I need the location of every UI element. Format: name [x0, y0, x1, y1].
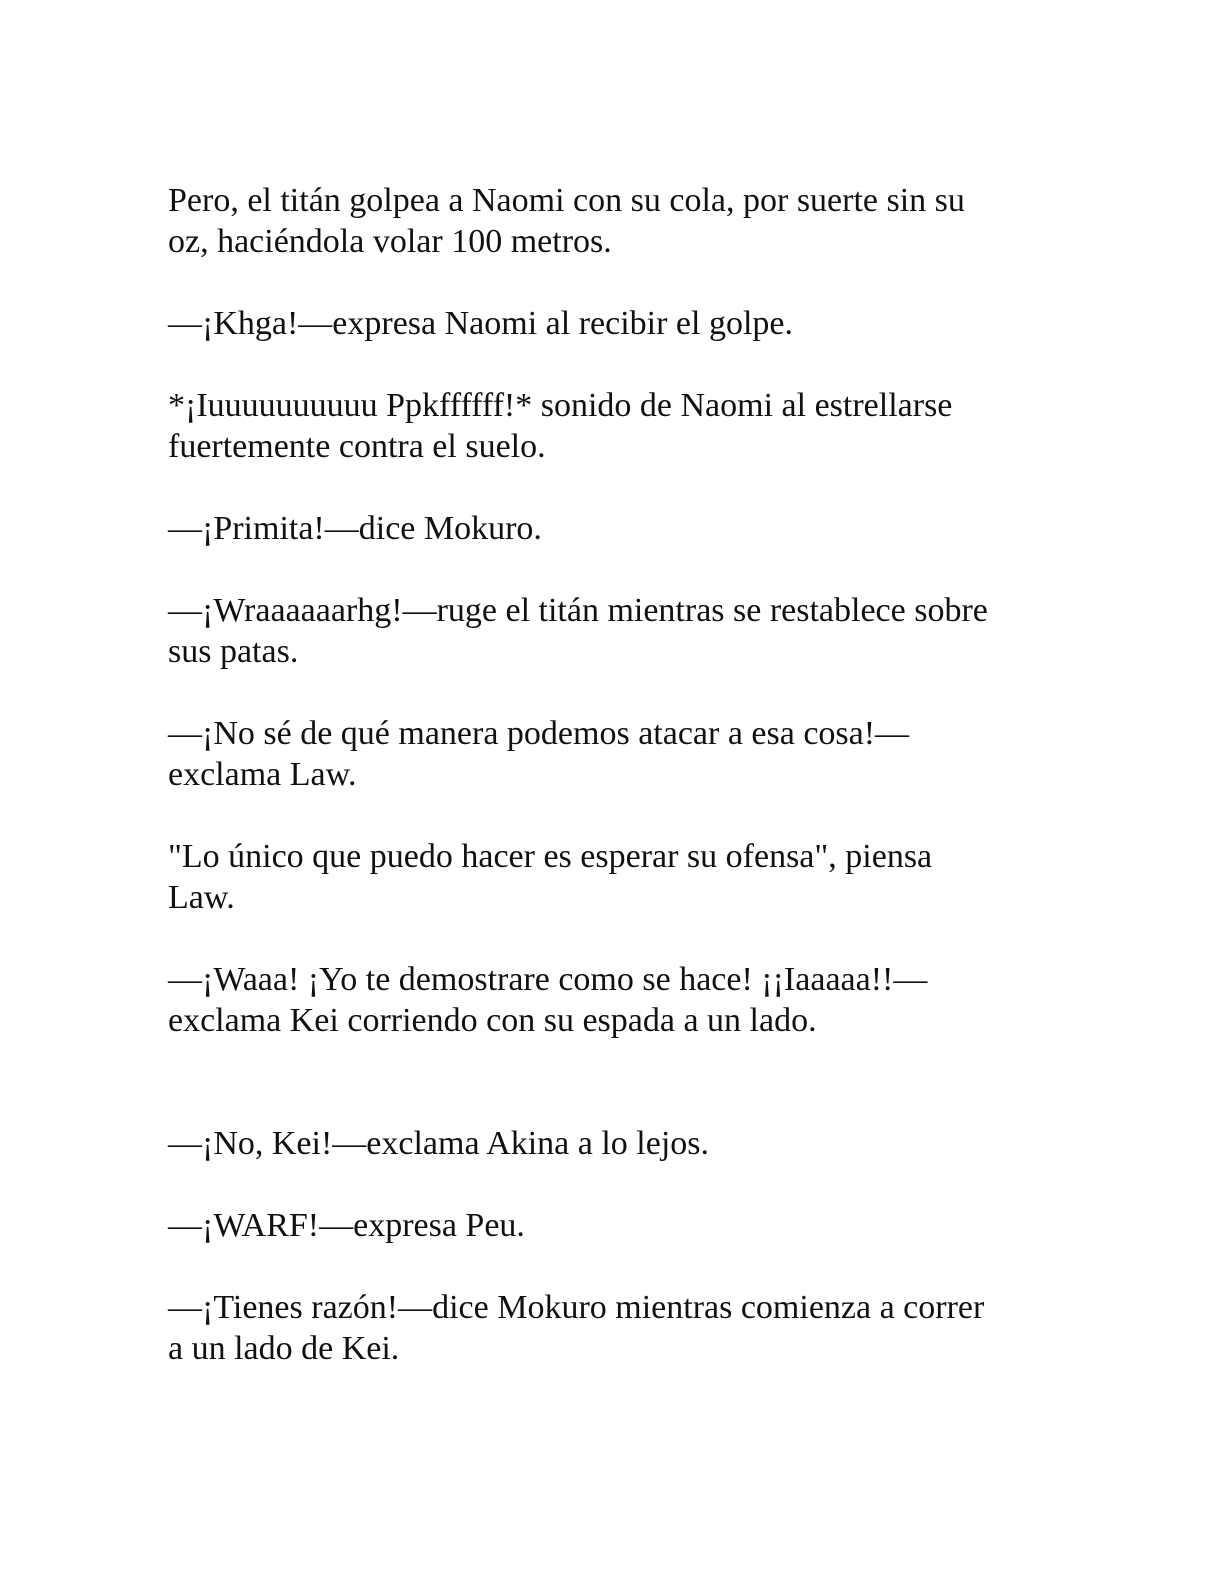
text-line: —¡Waaa! ¡Yo te demostrare como se hace! ¡¡Iaaaaa!!— [168, 961, 928, 998]
text-line: sus patas. [168, 633, 299, 670]
text-line: —¡Primita!—dice Mokuro. [168, 510, 542, 547]
paragraph-3 [168, 385, 1048, 467]
text-line: —¡WARF!—expresa Peu. [168, 1207, 525, 1244]
text-line: fuertemente contra el suelo. [168, 428, 546, 465]
text-line: —¡No sé de qué manera podemos atacar a esa cosa!— [168, 715, 910, 752]
paragraph-6 [168, 713, 1048, 795]
paragraph-4 [168, 508, 1048, 549]
text-line: —¡Khga!—expresa Naomi al recibir el golpe. [168, 305, 793, 342]
paragraph-5 [168, 590, 1048, 672]
text-line: —¡Tienes razón!—dice Mokuro mientras comienza a correr [168, 1289, 985, 1326]
paragraph-9 [168, 1123, 1048, 1164]
text-line: "Lo único que puedo hacer es esperar su ofensa", piensa [168, 838, 933, 875]
text-line: a un lado de Kei. [168, 1330, 400, 1367]
text-line: —¡Wraaaaaarhg!—ruge el titán mientras se restablece sobre [168, 592, 988, 629]
text-line: Pero, el titán golpea a Naomi con su cola, por suerte sin su [168, 182, 965, 219]
text-line: —¡No, Kei!—exclama Akina a lo lejos. [168, 1125, 710, 1162]
paragraph-8 [168, 959, 1048, 1041]
text-line: *¡Iuuuuuuuuuu Ppkffffff!* sonido de Naomi al estrellarse [168, 387, 953, 424]
paragraph-1 [168, 180, 1048, 262]
paragraph-10 [168, 1205, 1048, 1246]
text-line: exclama Kei corriendo con su espada a un lado. [168, 1002, 817, 1039]
document-page [168, 180, 1048, 1369]
paragraph-2 [168, 303, 1048, 344]
paragraph-11 [168, 1287, 1048, 1369]
text-line: Law. [168, 879, 235, 916]
text-line: exclama Law. [168, 756, 357, 793]
paragraph-7 [168, 836, 1048, 918]
text-line: oz, haciéndola volar 100 metros. [168, 223, 612, 260]
